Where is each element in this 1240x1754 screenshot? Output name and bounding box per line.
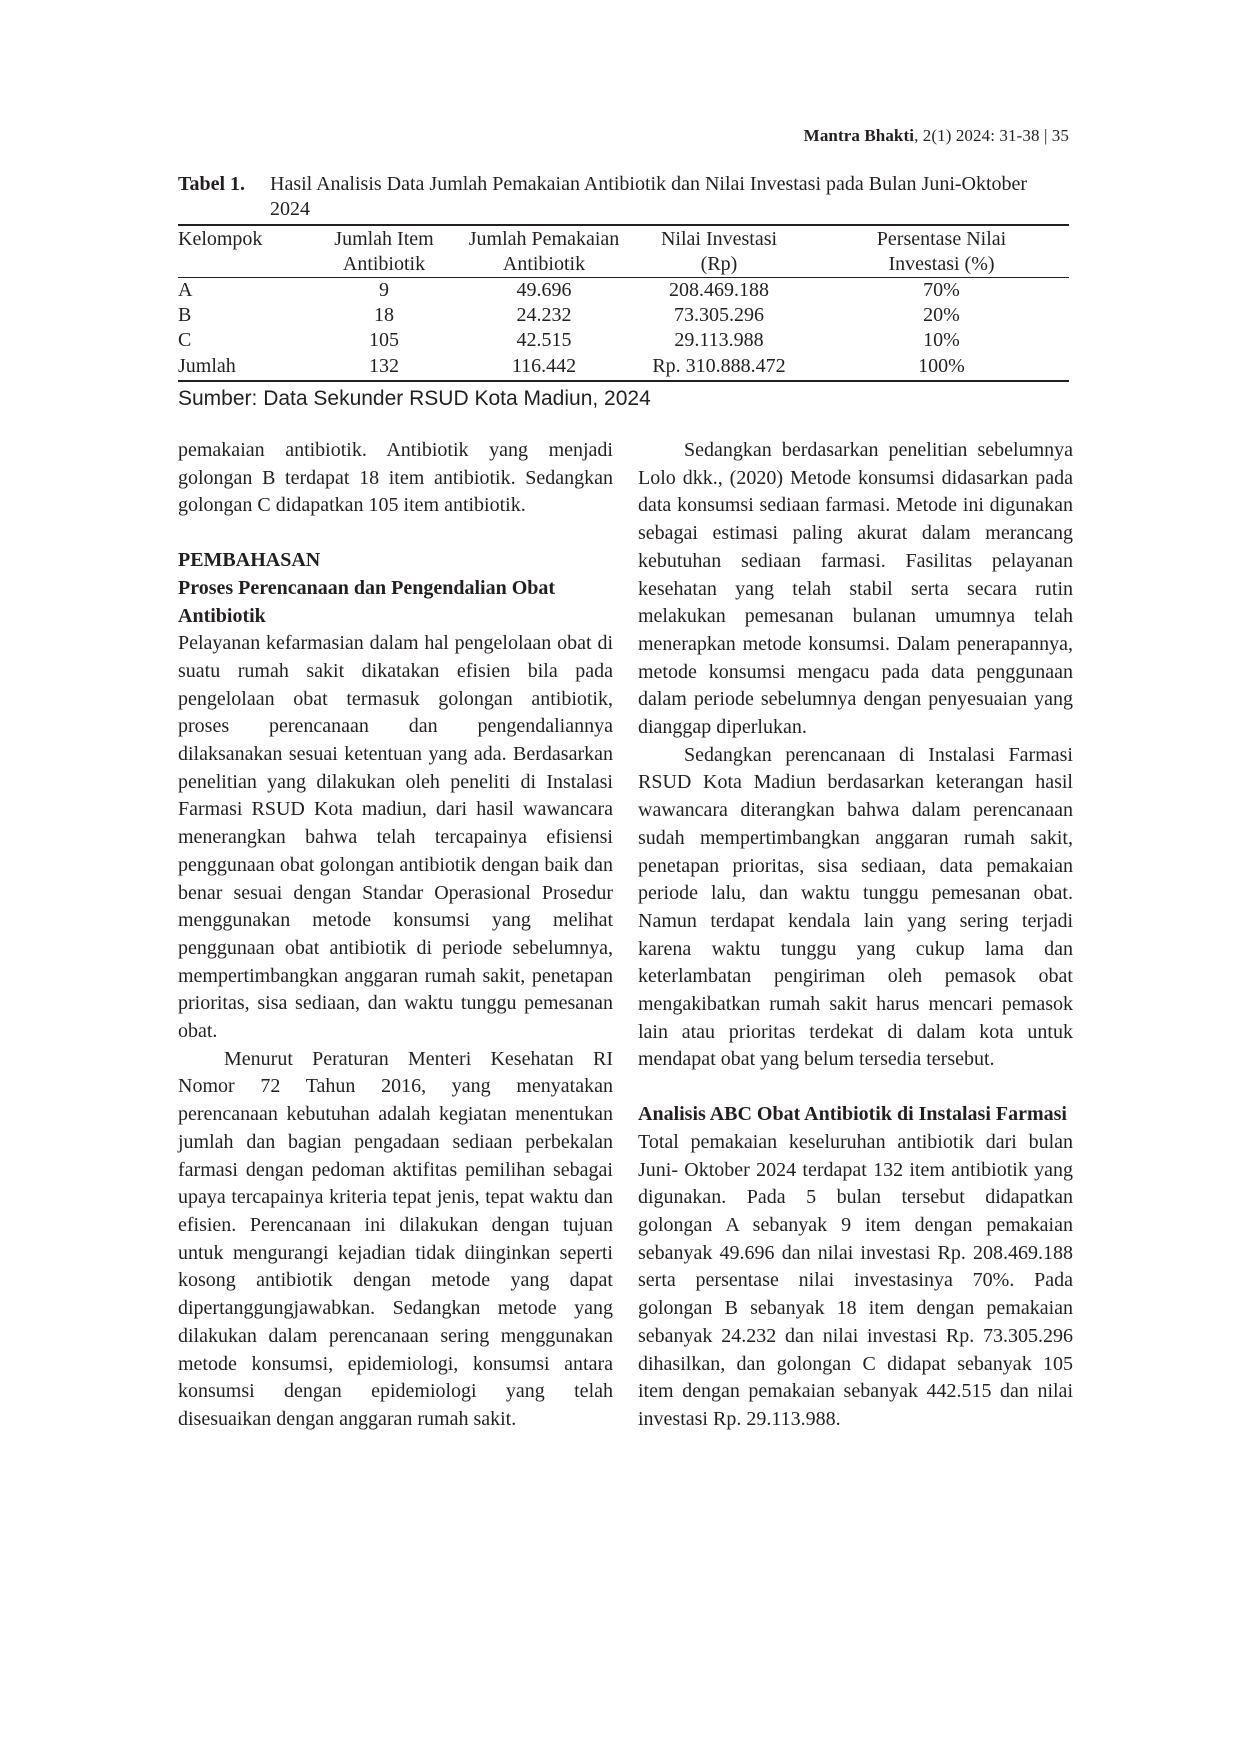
- table-cell: 24.232: [516, 304, 572, 326]
- table-cell: 116.442: [511, 355, 577, 377]
- table-cell: B: [178, 304, 192, 326]
- citation: , 2(1) 2024: 31-38: [914, 126, 1040, 145]
- table-caption: [178, 172, 1069, 222]
- table-header-row: [178, 225, 1069, 278]
- header-persentase: Persentase Nilai Investasi (%): [876, 228, 1007, 275]
- table-row: [178, 303, 1069, 328]
- section-heading: PEMBAHASAN: [178, 549, 321, 572]
- table-source: Sumber: Data Sekunder RSUD Kota Madiun, 2024: [178, 387, 651, 410]
- table-cell: Rp. 310.888.472: [652, 355, 786, 377]
- table-cell: 42.515: [516, 329, 572, 351]
- paragraph: Sedangkan berdasarkan penelitian sebelumnya Lolo dkk., (2020) Metode konsumsi didasarkan pada data konsumsi sediaan farmasi. Metode ini digunakan sebagai estimasi paling akurat dalam merancang kebutuhan sediaan farmasi. Fasilitas pelayanan kesehatan yang telah stabil serta secara rutin melakukan pemesanan bulanan umumnya telah menerapkan metode konsumsi. Dalam penerapannya, metode konsumsi mengacu pada data penggunaan dalam periode sebelumnya dengan penyesuaian yang dianggap diperlukan.: [638, 439, 1073, 739]
- table-cell: A: [178, 279, 193, 301]
- table-cell: 10%: [923, 329, 960, 351]
- header-jumlah-pemakaian: Jumlah Pemakaian Antibiotik: [468, 228, 620, 275]
- table-row: [178, 328, 1069, 353]
- paragraph: Sedangkan perencanaan di Instalasi Farmasi RSUD Kota Madiun berdasarkan keterangan hasil wawancara diterangkan bahwa dalam perencanaan sudah mempertimbangkan anggaran rumah sakit, penetapan prioritas, sisa sediaan, data pemakaian periode lalu, dan waktu tunggu pemesanan obat. Namun terdapat kendala lain yang sering terjadi karena waktu tunggu yang cukup lama dan keterlambatan pengiriman oleh pemasok obat mengakibatkan rumah sakit harus mencari pemasok lain atau prioritas terdekat di dalam kota untuk mendapat obat yang belum tersedia tersebut.: [638, 743, 1073, 1071]
- table-cell: 208.469.188: [669, 279, 769, 301]
- table-cell: 20%: [923, 304, 960, 326]
- table-cell: 49.696: [516, 279, 572, 301]
- paragraph: Pelayanan kefarmasian dalam hal pengelolaan obat di suatu rumah sakit dikatakan efisien bila pada pengelolaan obat termasuk golongan antibiotik, proses perencanaan dan pengendaliannya dilaksanakan sesuai ketentuan yang ada. Berdasarkan penelitian yang dilakukan oleh peneliti di Instalasi Farmasi RSUD Kota madiun, dari hasil wawancara menerangkan bahwa telah tercapainya efisiensi penggunaan obat golongan antibiotik dengan baik dan benar sesuai dengan Standar Operasional Prosedur menggunakan metode konsumsi yang melihat penggunaan obat antibiotik di periode sebelumnya, mempertimbangkan anggaran rumah sakit, penetapan prioritas, sisa sediaan, dan waktu tunggu pemesanan obat.: [178, 632, 613, 1043]
- table-cell: 9: [379, 279, 389, 301]
- running-head: [804, 126, 1069, 146]
- table-block: [178, 172, 1069, 411]
- page-number: | 35: [1043, 126, 1069, 145]
- paragraph: Menurut Peraturan Menteri Kesehatan RI Nomor 72 Tahun 2016, yang menyatakan perencanaan kebutuhan adalah kegiatan menentukan jumlah dan bagian pengadaan sediaan perbekalan farmasi dengan pedoman aktifitas pemilihan sebagai upaya tercapainya kriteria tepat jenis, tepat waktu dan efisien. Perencanaan ini dilakukan dengan tujuan untuk mengurangi kejadian tidak diinginkan seperti kosong antibiotik dengan metode yang dapat dipertanggungjawabkan. Sedangkan metode yang dilakukan dalam perencanaan sering menggunakan metode konsumsi, epidemiologi, konsumsi antara konsumsi dengan epidemiologi yang telah disesuaikan dengan anggaran rumah sakit.: [178, 1047, 613, 1430]
- table-row-total: [178, 353, 1069, 381]
- subsection-heading: Proses Perencanaan dan Pengendalian Obat Antibiotik: [178, 576, 556, 627]
- right-column: [638, 437, 1073, 1434]
- table-cell: Jumlah: [178, 355, 236, 377]
- table-cell: 132: [369, 355, 399, 377]
- table-cell: 29.113.988: [674, 329, 764, 351]
- header-jumlah-item: Jumlah Item Antibiotik: [334, 228, 434, 275]
- header-nilai-investasi: Nilai Investasi (Rp): [660, 228, 778, 275]
- paragraph: pemakaian antibiotik. Antibiotik yang menjadi golongan B terdapat 18 item antibiotik. Sedangkan golongan C didapatkan 105 item antibiotik.: [178, 439, 613, 517]
- subsection-heading: Analisis ABC Obat Antibiotik di Instalasi Farmasi: [638, 1103, 1067, 1126]
- table-cell: C: [178, 329, 192, 351]
- header-kelompok: Kelompok: [178, 228, 263, 250]
- table-cell: 100%: [918, 355, 965, 377]
- table-cell: 73.305.296: [674, 304, 764, 326]
- table-caption-text: Hasil Analisis Data Jumlah Pemakaian Antibiotik dan Nilai Investasi pada Bulan Juni-Oktober 2024: [270, 173, 1028, 220]
- paragraph: Total pemakaian keseluruhan antibiotik dari bulan Juni- Oktober 2024 terdapat 132 item antibiotik yang digunakan. Pada 5 bulan tersebut didapatkan golongan A sebanyak 9 item dengan pemakaian sebanyak 49.696 dan nilai investasi Rp. 208.469.188 serta persentase nilai investasinya 70%. Pada golongan B sebanyak 18 item dengan pemakaian sebanyak 24.232 dan nilai investasi Rp. 73.305.296 dihasilkan, dan golongan C didapat sebanyak 105 item dengan pemakaian sebanyak 442.515 dan nilai investasi Rp. 29.113.988.: [638, 1130, 1073, 1430]
- table-cell: 70%: [923, 279, 960, 301]
- table-row: [178, 278, 1069, 304]
- data-table: [178, 224, 1069, 382]
- table-label: Tabel 1.: [178, 173, 246, 195]
- table-cell: 18: [374, 304, 394, 326]
- journal-name: Mantra Bhakti: [803, 126, 915, 145]
- left-column: [178, 437, 613, 1434]
- table-cell: 105: [369, 329, 399, 351]
